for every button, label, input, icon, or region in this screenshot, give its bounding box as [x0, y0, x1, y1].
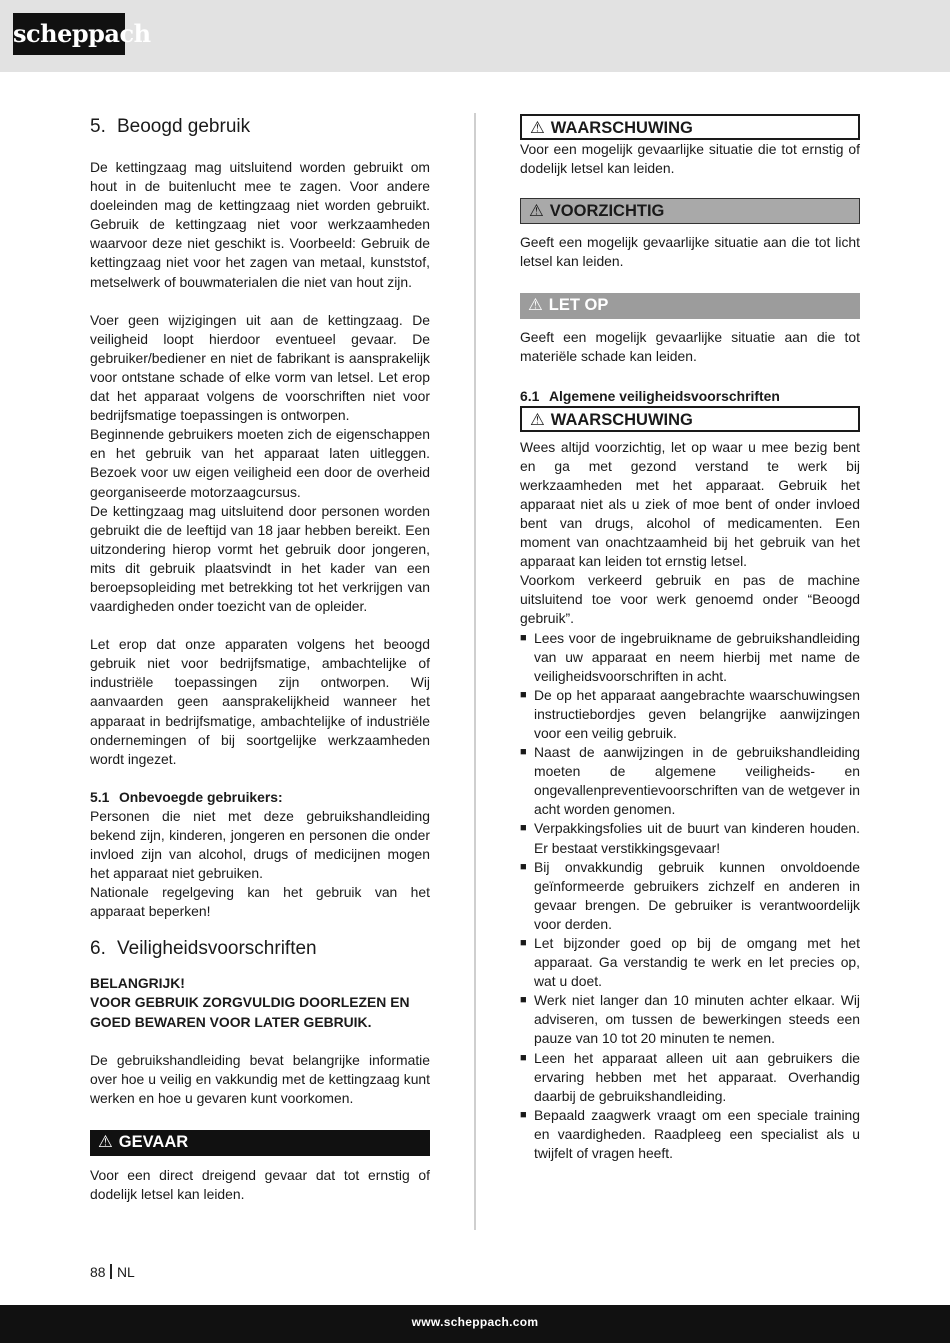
list-item: ■ Verpakkingsfolies uit de buurt van kinderen houden. Er bestaat verstikkingsgevaar! [520, 820, 860, 856]
square-bullet-icon: ■ [520, 746, 527, 759]
paragraph: Beginnende gebruikers moeten zich de eigenschappen en het gebruik van het apparaat laten uitleggen. Bezoek voor uw eigen veiligheid een door de overheid georganiseerde motorzaagcursus. [90, 426, 430, 500]
list-item: ■ Naast de aanwijzingen in de gebruikshandleiding moeten de algemene veiligheids- en ongevallenpreventievoorschriften van de wetgever in acht worden genomen. [520, 744, 860, 818]
danger-description: Voor een direct dreigend gevaar dat tot ernstig of dodelijk letsel kan leiden. [90, 1166, 430, 1203]
paragraph: Voer geen wijzigingen uit aan de kettingzaag. De veiligheid loopt hierdoor eventueel gevaar. De gebruiker/bediener en niet de fabrikant is aansprakelijk voor ontstane schade of elke vorm van letsel. Let erop dat het apparaat volgens de voorschriften niet voor bedrijfsmatige toepassingen is ontworpen. [90, 311, 430, 424]
caution-description: Geeft een mogelijk gevaarlijke situatie aan die tot licht letsel kan leiden. [520, 234, 860, 270]
danger-label: GEVAAR [118, 1132, 189, 1151]
caution-box [520, 198, 860, 224]
warning-description: Voor een mogelijk gevaarlijke situatie die tot ernstig of dodelijk letsel kan leiden. [520, 141, 860, 177]
section-number: 5. [90, 116, 106, 137]
safety-list [520, 629, 860, 1164]
square-bullet-icon: ■ [520, 1051, 527, 1064]
language-code: NL [116, 1264, 135, 1280]
square-bullet-icon: ■ [520, 631, 527, 644]
warning-triangle-icon: ⚠ [528, 296, 543, 315]
square-bullet-icon: ■ [520, 937, 527, 949]
subsection-number: 6.1 [520, 387, 540, 404]
paragraph: Wees altijd voorzichtig, let op waar u mee bezig bent en ga met gezond verstand te werk bij werkzaamheden met het apparaat. Gebruik het apparaat niet als u ziek of moe bent of onder invloed bent van drugs, alcohol of medicamenten. Een moment van onachtzaamheid bij het gebruik van het apparaat kan leiden tot ernstig letsel. [520, 438, 860, 570]
list-item: ■ Lees voor de ingebruikname de gebruikshandleiding van uw apparaat en neem hierbij met name de veiligheidsvoorschriften in acht. [520, 629, 860, 684]
page-number [90, 1264, 135, 1280]
page-number-value: 88 [90, 1264, 106, 1280]
paragraph: De kettingzaag mag uitsluitend worden gebruikt om hout in de buitenlucht mee te zagen. Voor andere doeleinden mag de kettingzaag niet worden gebruikt. Gebruik de kettingzaag niet voor werkzaamheden waarvoor deze niet geschikt is. Voorbeeld: Gebruik de kettingzaag niet voor het zagen van metaal, kunststof, metselwerk of bouwmaterialen die niet van hout zijn. [90, 159, 430, 290]
square-bullet-icon: ■ [520, 688, 527, 701]
notice-box [520, 293, 860, 319]
separator [110, 1264, 112, 1279]
list-item: ■ Bij onvakkundig gebruik kunnen onvoldoende geïnformeerde gebruikers zichzelf en anderen in gevaar brengen. De gebruiker is verantwoordelijk voor derden. [520, 858, 860, 932]
paragraph: De kettingzaag mag uitsluitend door personen worden gebruikt die de leeftijd van 18 jaar hebben bereikt. Een uitzondering hierop vormt het gebruik door jongeren, mits dit gebruik plaatsvindt in het kader van een beroepsopleiding met betrekking tot het verkrijgen van vaardigheden onder toezicht van de opleider. [90, 502, 430, 615]
warning-box-2 [520, 406, 860, 432]
list-item: ■ Leen het apparaat alleen uit aan gebruikers die ervaring hebben met het apparaat. Overhandig daarbij de gebruikshandleiding. [520, 1049, 860, 1104]
paragraph: Voorkom verkeerd gebruik en pas de machine uitsluitend toe voor werk genoemd onder “Beoogd gebruik”. [520, 572, 860, 627]
subsection-title: Onbevoegde gebruikers: [119, 788, 283, 805]
subsection-6-1-heading [520, 387, 860, 406]
square-bullet-icon: ■ [520, 860, 527, 873]
page-footer [0, 1305, 950, 1343]
caution-label: VOORZICHTIG [549, 202, 665, 221]
list-item: ■ De op het apparaat aangebrachte waarschuwingsen instructiebordjes geven belangrijke aanwijzingen voor een veilig gebruik. [520, 686, 860, 741]
left-column [90, 114, 430, 1204]
warning-label: WAARSCHUWING [550, 410, 693, 429]
section-title: Veiligheidsvoorschriften [117, 938, 317, 960]
important-notice: BELANGRIJK! [90, 975, 185, 992]
paragraph: Nationale regelgeving kan het gebruik van het apparaat beperken! [90, 884, 430, 920]
square-bullet-icon: ■ [520, 994, 527, 1007]
important-notice-text: VOOR GEBRUIK ZORGVULDIG DOORLEZEN EN GOED BEWAREN VOOR LATER GEBRUIK. [90, 994, 410, 1030]
column-divider [474, 113, 476, 1230]
website-link[interactable]: www.scheppach.com [411, 1315, 539, 1329]
notice-description: Geeft een mogelijk gevaarlijke situatie aan die tot materiële schade kan leiden. [520, 329, 860, 365]
paragraph: Let erop dat onze apparaten volgens het beoogd gebruik niet voor bedrijfsmatige, ambachtelijke of industriële toepassingen zijn ontworpen. Wij aanvaarden geen aansprakelijkheid wanneer het apparaat in bedrijfsmatige, ambachtelijke of industriële ondernemingen of bij soortgelijke werkzaamheden wordt ingezet. [90, 636, 430, 767]
paragraph: Personen die niet met deze gebruikshandleiding bekend zijn, kinderen, jongeren en personen die onder invloed zijn van alcohol, drugs of medicijnen mogen het apparaat niet gebruiken. [90, 807, 430, 882]
right-column [520, 114, 860, 1163]
section-title: Beoogd gebruik [117, 116, 251, 137]
square-bullet-icon: ■ [520, 1108, 527, 1121]
page-header [0, 0, 950, 72]
warning-triangle-icon: ⚠ [529, 202, 544, 221]
section-5-heading [90, 114, 430, 140]
warning-triangle-icon: ⚠ [530, 119, 545, 137]
subsection-title: Algemene veiligheidsvoorschriften [549, 387, 780, 404]
warning-box [520, 114, 860, 140]
list-item: ■ Bepaald zaagwerk vraagt om een speciale training en vaardigheden. Raadpleeg een specialist als u twijfelt of vragen heeft. [520, 1106, 860, 1162]
paragraph: De gebruikshandleiding bevat belangrijke informatie over hoe u veilig en vakkundig met de kettingzaag kunt werken en hoe u gevaren kunt voorkomen. [90, 1051, 430, 1106]
subsection-number: 5.1 [90, 788, 110, 805]
section-6-heading [90, 936, 430, 962]
square-bullet-icon: ■ [520, 822, 527, 835]
list-item: ■ Let bijzonder goed op bij de omgang met het apparaat. Ga verstandig te werk en let precies op, wat u doet. [520, 935, 860, 990]
section-number: 6. [90, 938, 106, 960]
scheppach-logo: scheppach [13, 13, 125, 55]
warning-triangle-icon: ⚠ [98, 1132, 113, 1151]
subsection-5-1-heading [90, 788, 430, 807]
danger-box [90, 1130, 430, 1156]
warning-label: WAARSCHUWING [550, 119, 693, 137]
notice-label: LET OP [548, 296, 609, 315]
list-item: ■ Werk niet langer dan 10 minuten achter elkaar. Wij adviseren, om tussen de bewerkingen steeds een pauze van 10 tot 20 minuten te nemen. [520, 992, 860, 1047]
warning-triangle-icon: ⚠ [530, 410, 545, 429]
